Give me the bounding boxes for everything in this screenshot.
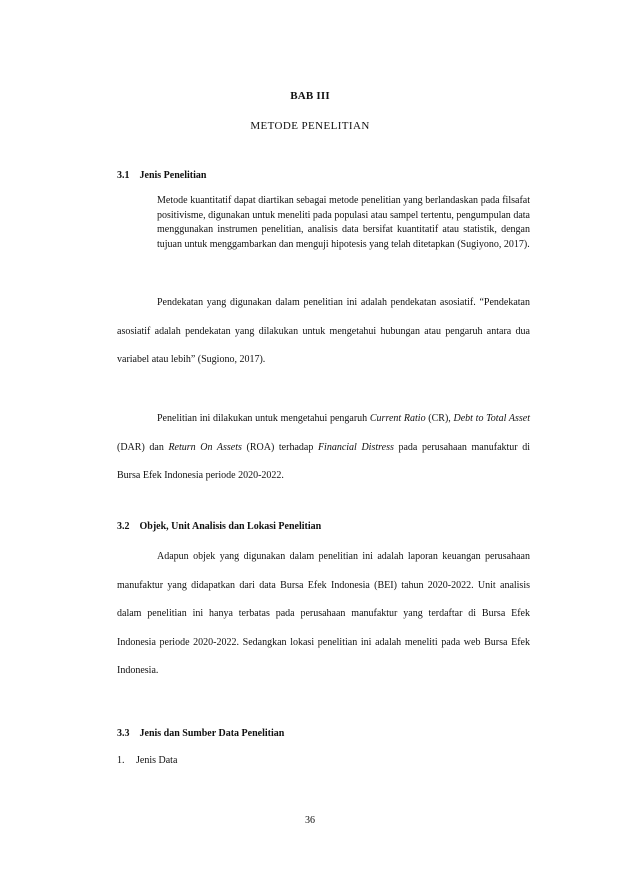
section-heading-3-3 — [117, 728, 284, 739]
text-run: Penelitian ini dilakukan untuk mengetahui pengaruh — [157, 413, 370, 424]
section-title: Jenis dan Sumber Data Penelitian — [139, 728, 285, 739]
paragraph-objek: Adapun objek yang digunakan dalam penelitian ini adalah laporan keuangan perusahaan manufaktur yang didapatkan dari data Bursa Efek Indonesia (BEI) tahun 2020-2022. Unit analisis dalam penelitian ini hanya terbatas pada perusahaan manufaktur yang terdaftar di Bursa Efek Indonesia periode 2020-2022. Sedangkan lokasi penelitian ini adalah meneliti pada web Bursa Efek Indonesia. — [117, 551, 530, 676]
section-title: Jenis Penelitian — [139, 170, 207, 181]
text-run: pada perusahaan manufaktur di Bursa Efek Indonesia periode 2020-2022. — [117, 441, 531, 481]
list-label: Jenis Data — [136, 755, 178, 766]
text-run: (CR), — [425, 413, 454, 424]
block-quote: Metode kuantitatif dapat diartikan sebagai metode penelitian yang berlandaskan pada filsafat positivisme, digunakan untuk meneliti pada populasi atau sampel tertentu, pengumpulan data menggunakan instrumen penelitian, analisis data bersifat kuantitatif atau statistik, dengan tujuan untuk menggambarkan dan menguji hipotesis yang telah ditetapkan (Sugiyono, 2017). — [157, 195, 530, 251]
paragraph-penelitian — [117, 405, 530, 491]
section-number: 3.3 — [117, 728, 130, 739]
text-run: (ROA) terhadap — [241, 441, 318, 453]
list-number: 1. — [117, 755, 125, 766]
section-heading-3-2 — [117, 521, 321, 532]
italic-term: Financial Distress — [317, 441, 394, 453]
italic-term: Current Ratio — [369, 413, 426, 424]
page-number: 36 — [305, 815, 315, 826]
text-run: (DAR) dan — [117, 441, 169, 453]
paragraph-pendekatan: Pendekatan yang digunakan dalam penelitian ini adalah pendekatan asosiatif. “Pendekatan asosiatif adalah pendekatan yang dilakukan untuk mengetahui hubungan atau pengaruh antara dua variabel atau lebih” (Sugiono, 2017). — [117, 297, 530, 365]
section-number: 3.1 — [117, 170, 130, 181]
chapter-title: METODE PENELITIAN — [250, 120, 370, 132]
list-item — [117, 755, 177, 766]
section-heading-3-1 — [117, 170, 206, 181]
section-number: 3.2 — [117, 521, 130, 532]
italic-term: Return On Assets — [168, 441, 242, 453]
chapter-label: BAB III — [290, 90, 330, 102]
italic-term: Debt to Total Asset — [453, 413, 530, 424]
section-title: Objek, Unit Analisis dan Lokasi Penelitian — [139, 521, 322, 532]
